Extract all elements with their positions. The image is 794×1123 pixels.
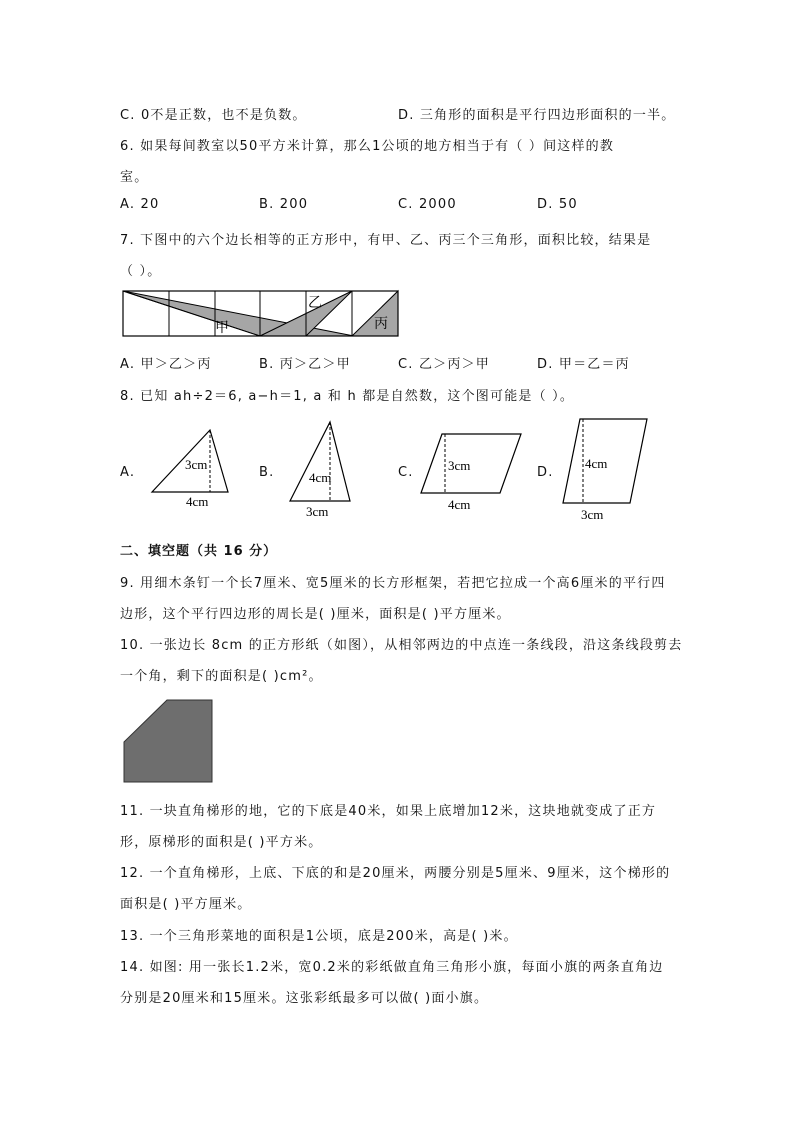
q9-line1: 9. 用细木条钉一个长7厘米、宽5厘米的长方形框架，若把它拉成一个高6厘米的平行四 — [120, 576, 666, 591]
cut-square-figure — [122, 698, 217, 786]
six-squares-figure — [118, 285, 403, 343]
base-label: 3cm — [581, 507, 604, 522]
q6-stem-line1: 6. 如果每间教室以50平方米计算，那么1公顷的地方相当于有（ ）间这样的教 — [120, 139, 615, 154]
q7-option-b: B. 丙＞乙＞甲 — [259, 357, 351, 372]
q6-option-a: A. 20 — [120, 197, 160, 212]
q12-line2: 面积是( )平方厘米。 — [120, 897, 252, 912]
q13-line1: 13. 一个三角形菜地的面积是1公顷，底是200米，高是( )米。 — [120, 929, 518, 944]
q8-letter-c: C. — [398, 465, 414, 480]
q8-letter-a: A. — [120, 465, 136, 480]
figure-a-triangle — [148, 425, 238, 510]
q9-line2: 边形，这个平行四边形的周长是( )厘米，面积是( )平方厘米。 — [120, 607, 511, 622]
q7-option-d: D. 甲＝乙＝丙 — [537, 357, 630, 372]
height-label: 4cm — [309, 470, 332, 485]
q10-line1: 10. 一张边长 8cm 的正方形纸（如图），从相邻两边的中点连一条线段，沿这条线段剪去 — [120, 638, 683, 653]
q6-option-c: C. 2000 — [398, 197, 457, 212]
q5-option-c: C. 0不是正数，也不是负数。 — [120, 108, 307, 123]
base-label: 4cm — [186, 494, 209, 509]
height-label: 4cm — [585, 456, 608, 471]
q10-line2: 一个角，剩下的面积是( )cm²。 — [120, 669, 323, 684]
triangle-shape — [290, 422, 350, 501]
label-yi: 乙 — [308, 295, 322, 311]
q14-line2: 分别是20厘米和15厘米。这张彩纸最多可以做( )面小旗。 — [120, 991, 489, 1006]
q7-stem-line2: （ ）。 — [120, 264, 162, 279]
label-jia: 甲 — [215, 320, 229, 336]
q5-option-d: D. 三角形的面积是平行四边形面积的一半。 — [398, 108, 676, 123]
q6-option-d: D. 50 — [537, 197, 578, 212]
q8-stem: 8. 已知 ah÷2＝6, a−h＝1, a 和 h 都是自然数，这个图可能是（ ）。 — [120, 389, 575, 404]
q11-line1: 11. 一块直角梯形的地，它的下底是40米，如果上底增加12米，这块地就变成了正方 — [120, 804, 657, 819]
remaining-paper-shape — [124, 700, 212, 782]
q6-option-b: B. 200 — [259, 197, 309, 212]
q6-stem-line2: 室。 — [120, 170, 149, 185]
height-label: 3cm — [448, 458, 471, 473]
q8-letter-d: D. — [537, 465, 554, 480]
parallelogram-shape — [421, 434, 521, 493]
height-label: 3cm — [185, 457, 208, 472]
q7-stem-line1: 7. 下图中的六个边长相等的正方形中，有甲、乙、丙三个三角形，面积比较，结果是 — [120, 233, 652, 248]
base-label: 4cm — [448, 497, 471, 512]
figure-b-triangle — [285, 418, 365, 523]
figure-c-parallelogram — [418, 430, 528, 515]
q14-line1: 14. 如图: 用一张长1.2米，宽0.2米的彩纸做直角三角形小旗，每面小旗的两条直角边 — [120, 960, 664, 975]
figure-d-parallelogram — [560, 415, 652, 525]
q8-letter-b: B. — [259, 465, 275, 480]
q11-line2: 形，原梯形的面积是( )平方米。 — [120, 835, 323, 850]
q7-option-c: C. 乙＞丙＞甲 — [398, 357, 490, 372]
q12-line1: 12. 一个直角梯形，上底、下底的和是20厘米，两腰分别是5厘米、9厘米，这个梯形的 — [120, 866, 671, 881]
section-heading: 二、填空题（共 16 分） — [120, 544, 278, 559]
q7-option-a: A. 甲＞乙＞丙 — [120, 357, 212, 372]
label-bing: 丙 — [374, 316, 388, 332]
base-label: 3cm — [306, 504, 329, 519]
